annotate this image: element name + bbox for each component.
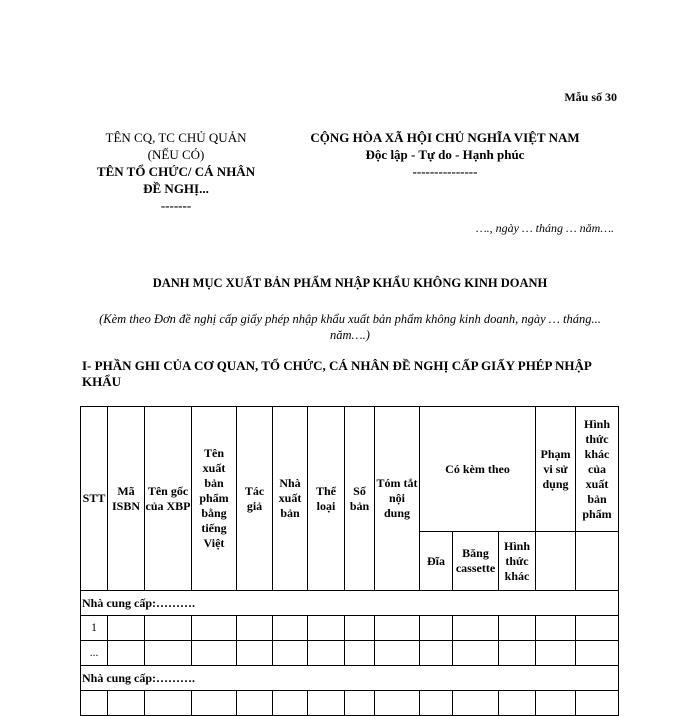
cell	[273, 616, 308, 641]
cell	[345, 641, 375, 666]
col-header-attached: Có kèm theo	[420, 407, 536, 532]
cell	[375, 616, 420, 641]
col-header-disc: Đĩa	[420, 532, 453, 591]
date-line: …., ngày … tháng … năm….	[475, 221, 614, 235]
cell	[536, 691, 576, 716]
col-header-other-pub-form: Hình thức khác của xuất bản phẩm	[576, 407, 619, 532]
cell	[453, 691, 499, 716]
document-subtitle: (Kèm theo Đơn đề nghị cấp giấy phép nhập khẩu xuất bản phẩm không kinh doanh, ngày … tháng... năm….)	[99, 312, 601, 342]
col-header-scope-blank	[536, 532, 576, 591]
country-name: CỘNG HÒA XÃ HỘI CHỦ NGHĨA VIỆT NAM	[310, 130, 580, 145]
cell	[536, 641, 576, 666]
left-header-divider: -------	[160, 198, 192, 213]
form-number: Mẫu số 30	[564, 90, 617, 104]
cell	[237, 641, 273, 666]
col-header-copies: Số bản	[345, 407, 375, 591]
col-header-summary: Tóm tắt nội dung	[375, 407, 420, 591]
cell	[192, 616, 237, 641]
document-title: DANH MỤC XUẤT BẢN PHẨM NHẬP KHẨU KHÔNG KINH DOANH	[152, 276, 548, 290]
col-header-isbn: Mã ISBN	[108, 407, 145, 591]
applicant-name-line-2: ĐỀ NGHỊ...	[143, 181, 209, 196]
national-motto: Độc lập - Tự do - Hạnh phúc	[365, 147, 525, 162]
col-header-cassette: Băng cassette	[453, 532, 499, 591]
cell	[308, 641, 345, 666]
cell	[273, 691, 308, 716]
col-header-vn-title: Tên xuất bản phẩm bằng tiếng Việt	[192, 407, 237, 591]
cell	[108, 616, 145, 641]
table-row	[81, 641, 619, 666]
col-header-scope: Phạm vi sử dụng	[536, 407, 576, 532]
cell	[345, 616, 375, 641]
col-header-genre: Thể loại	[308, 407, 345, 591]
cell	[536, 616, 576, 641]
cell	[192, 691, 237, 716]
cell	[499, 641, 536, 666]
cell	[145, 691, 192, 716]
cell	[192, 641, 237, 666]
cell	[237, 691, 273, 716]
col-header-other-form: Hình thức khác	[499, 532, 536, 591]
cell	[108, 641, 145, 666]
col-header-other-pub-blank	[576, 532, 619, 591]
cell	[345, 691, 375, 716]
col-header-publisher: Nhà xuất bản	[273, 407, 308, 591]
table-row	[81, 691, 619, 716]
applicant-name-line: TÊN TỔ CHỨC/ CÁ NHÂN	[96, 164, 256, 179]
cell	[420, 641, 453, 666]
cell	[453, 616, 499, 641]
parent-agency-line: TÊN CQ, TC CHỦ QUẢN	[105, 130, 247, 145]
cell	[453, 641, 499, 666]
table-row	[81, 616, 619, 641]
cell	[145, 641, 192, 666]
cell	[308, 691, 345, 716]
cell	[308, 616, 345, 641]
cell	[375, 691, 420, 716]
right-header-divider: ---------------	[412, 164, 478, 179]
cell	[145, 616, 192, 641]
cell	[499, 691, 536, 716]
col-header-stt: STT	[81, 407, 108, 591]
row-stt: 1	[81, 616, 108, 641]
issuing-organization-header	[76, 129, 276, 214]
national-header	[295, 129, 595, 180]
col-header-original-title: Tên gốc của XBP	[145, 407, 192, 591]
cell	[576, 641, 619, 666]
import-list-table	[80, 406, 619, 716]
cell	[273, 641, 308, 666]
supplier-row: Nhà cung cấp:……….	[81, 591, 619, 616]
section-heading: I- PHẦN GHI CỦA CƠ QUAN, TỔ CHỨC, CÁ NHÂN ĐỀ NGHỊ CẤP GIẤY PHÉP NHẬP KHẨU	[82, 358, 592, 389]
cell	[499, 616, 536, 641]
row-stt: ...	[81, 641, 108, 666]
parent-agency-note: (NẾU CÓ)	[147, 147, 205, 162]
cell	[420, 616, 453, 641]
cell	[420, 691, 453, 716]
cell	[108, 691, 145, 716]
supplier-row: Nhà cung cấp:……….	[81, 666, 619, 691]
cell	[237, 616, 273, 641]
col-header-author: Tác giả	[237, 407, 273, 591]
cell	[576, 616, 619, 641]
cell	[576, 691, 619, 716]
cell	[375, 641, 420, 666]
cell	[81, 691, 108, 716]
